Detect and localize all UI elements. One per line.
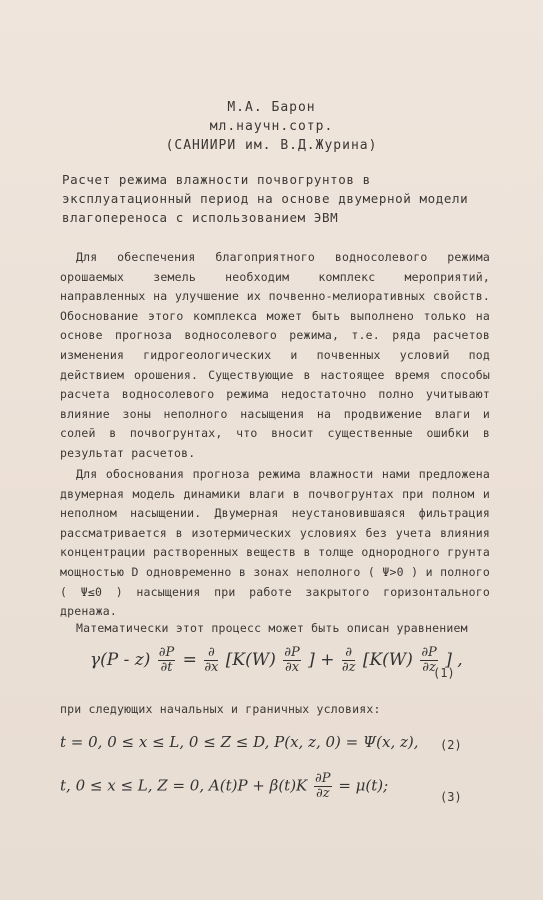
paragraph-intro: Для обеспечения благоприятного водносолевого режима орошаемых земель необходим комплекс мероприятий, направленных на улучшение их почвенно-мелиоративных свойств. Обоснование этого комплекса может быть выполнено только на основе прогноза водносолевого режима, т.е. ряда расчетов изменения гидрогеологических и почвенных условий под действием орошения. Существующие в настоящее время способы расчета водносолевого режима недостаточно полно учитывают влияние зоны неполного насыщения на продвижение влаги и солей в почвогрунтах, что вносит существенные ошибки в результат расчетов.	[60, 250, 490, 460]
equation-3: t, 0 ≤ x ≤ L, Z = 0, A(t)P + β(t)K $\frac{\partial P}{\partial z}$ = μ(t);	[60, 771, 389, 801]
equation-1: γ(P - z) $\frac{\partial P}{\partial t}$ = $\frac{\partial}{\partial x}$ [K(W) $\frac{\partial P}{\partial x}$ ] + $\frac{\partial}{\partial z}$ [K(W) $\frac{\partial P}{\partial z}$ ] ,	[90, 645, 463, 675]
paragraph-model: Для обоснования прогноза режима влажности нами предложена двумерная модель динамики влаги в почвогрунтах при полном и неполном насыщении. Двумерная неустановившаяся фильтрация рассматривается в изотермических условиях без учета влияния концентрации растворенных веществ в толще однородного грунта мощностью D одновременно в зонах неполного ( Ψ>0 ) и полного ( Ψ≤0 ) насыщения при работе закрытого горизонтального дренажа.	[60, 467, 490, 619]
paragraph-equation-intro: Математически этот процесс может быть описан уравнением	[76, 621, 468, 635]
author-position: мл.научн.сотр.	[209, 119, 334, 134]
paragraph-conditions-intro: при следующих начальных и граничных условиях:	[60, 702, 381, 716]
author-name: М.А. Бaрон	[227, 100, 316, 115]
equation-3-number: (3)	[440, 790, 462, 804]
equation-2: t = 0, 0 ≤ x ≤ L, 0 ≤ Z ≤ D, P(x, z, 0) = Ψ(x, z),	[60, 733, 419, 751]
equation-2-number: (2)	[440, 738, 462, 752]
equation-1-number: (1)	[433, 666, 455, 680]
author-affiliation: (САНИИРИ им. В.Д.Журина)	[165, 138, 378, 153]
paper-title: Расчет режима влажности почвогрунтов в эксплуатационный период на основе двумерной модели влагопереноса с использованием ЭВМ	[62, 172, 469, 225]
